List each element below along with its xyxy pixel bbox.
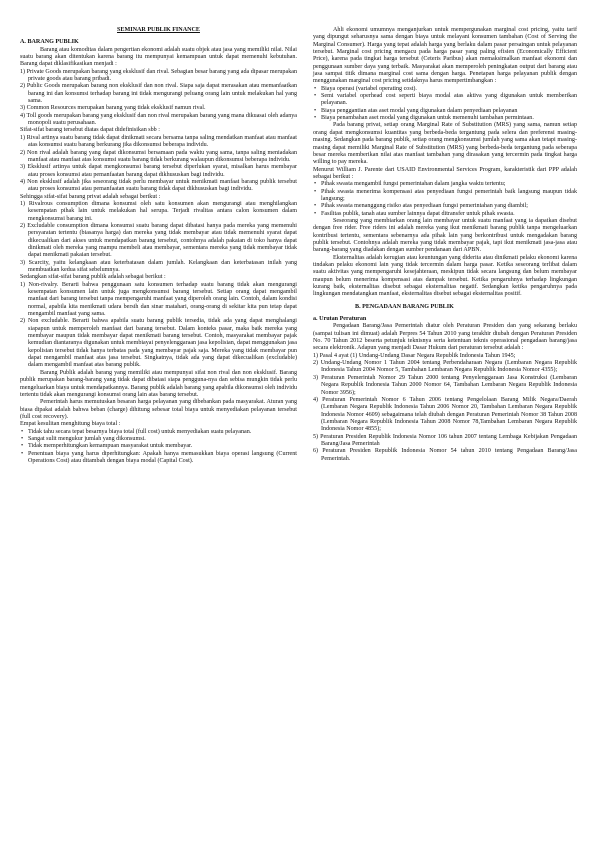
left-paragraph-20: Barang Publik adalah barang yang memiliki atau mempunyai sifat non rival dan non eksklusif. Barang publik merupakan barang-barang yang tidak dapat dibatasi siapa pengguna-nya dan sebisa mungkin tidak perlu mengeluarkan biaya untuk mendapatkannya. Barang publik adalah barang yang apabila dikonsumsi oleh individu tertentu tidak akan mengurangi konsumsi orang lain atas barang tersebut. <box>20 369 297 398</box>
left-paragraph-5: 2) Public Goods merupakan barang non eksklusif dan non rival. Siapa saja dapat merasakan atau memanfaatkan barang ini dan konsumsi terhadap barang ini tidak mengurangi peluang orang lain untuk melakukan hal yang sama. <box>20 83 297 105</box>
right-paragraph-13: Eksternalitas adalah kerugian atau keuntungan yang diderita atau dinikmati pelaku ekonomi karena tindakan pelaku ekonomi lain yang tidak tercermin dalam harga pasar. Ketika seseorang terlibat dalam suatu aktivitas yang mempengaruhi kesejahteraan, meskipun tidak secara langsung dan belum membayar maupun belum menerima kompensasi atas dampak tersebut. Ketika pengaruhnya terhadap lingkungan kurang baik, eksternalitas disebut sebagai eksternalitas negatif. Sedangkan ketika pengaruhnya pada lingkungan mendatangkan manfaat, eksternalitas disebut sebagai eksternalitas positif. <box>313 254 577 298</box>
left-paragraph-13: Sehingga sifat-sifat barang privat adalah sebagai berikut : <box>20 193 161 200</box>
left-paragraph-3: Barang atau komoditas dalam pengertian ekonomi adalah suatu objek atau jasa yang memiliki nilai. Nilai suatu barang akan ditentukan karena barang itu mempunyai kemampuan untuk dapat memenuhi kebutuhan. Barang dapat diklasifikasikan menjadi : <box>20 46 297 68</box>
left-paragraph-4: 1) Private Goods merupakan barang yang eksklusif dan rival. Sebagian besar barang yang ada dipasar merupakan private goods atau barang pribadi. <box>20 68 297 83</box>
left-paragraph-23: • Tidak tahu secara tepat besarnya biaya total (full cost) untuk menyediakan suatu pelayanan. <box>20 429 297 436</box>
left-paragraph-26: • Penentuan biaya yang harus diperhitungkan: Apakah hanya memasukkan biaya operasi langsung (Current Operations Cost) atau ditambah dengan biaya modal (Capital Cost). <box>20 451 297 466</box>
left-paragraph-22: Empat kesulitan menghitung biaya total : <box>20 421 121 428</box>
left-column <box>20 27 297 465</box>
right-paragraph-2: • Biaya operasi (variabel operating cost). <box>313 86 577 93</box>
left-paragraph-21: Pemerintah harus memutuskan besaran harga pelayanan yang dibebankan pada masyarakat. Aturan yang biasa dipakai adalah bahwa beban (charge) dihitung sebesar total biaya untuk menyediakan pelayanan tersebut (full cost recovery). <box>20 399 297 420</box>
right-paragraph-10: • Pihak swasta menanggung risiko atas penyediaan fungsi pemerintahan yang diambil; <box>313 203 577 210</box>
right-paragraph-15: a. Urutan Peraturan <box>313 316 367 323</box>
left-paragraph-8: Sifat-sifat barang tersebut diatas dapat didefinisikan sbb : <box>20 127 160 134</box>
right-paragraph-17: 1) Pasal 4 ayat (1) Undang-Undang Dasar Negara Republik Indonesia Tahun 1945; <box>313 352 516 359</box>
left-paragraph-12: 4) Non eksklusif adalah jika seseorang tidak perlu membayar untuk menikmati manfaat barang publik tersebut atau proses konsumsi atau pemanfaatan suatu barang tidak dapat dikhususkan bagi individu. <box>20 178 297 193</box>
left-paragraph-15: 2) Excludable consumption dimana konsumsi suatu barang dapat dibatasi hanya pada mereka yang memenuhi persyaratan tertentu (biasanya harga) dan mereka yang tidak membayar atau tidak memenuhi syarat dapat dikecualikan dari akses untuk mendapatkan barang tersebut, contohnya adalah pakaian di toko hanya dapat dinikmati oleh mereka yang mampu membeli atau membayar, sementara mereka yang tidak membayar tidak dapat menikmati pakaian tersebut. <box>20 222 297 259</box>
right-paragraph-6: Pada barang privat, setiap orang Marginal Rate of Substitution (MRS) yang sama, namun setiap orang dapat mengkonsumsi kuantitas yang berbeda-beda tergantung pada selera dan preferensi masing-masing. Sedangkan pada barang publik, setiap orang mengkonsumsi jumlah yang sama akan tetapi masing-masing dapat memiliki Marginal Rate of Substitution (MRS) yang berbeda-beda tergantung pada seberapa besar mereka memberikan nilai atas manfaat tambahan yang dirasakan yang tercermin pada tingkat harga willing to pay mereka. <box>313 122 577 166</box>
right-paragraph-22: 6) Peraturan Presiden Republik Indonesia Nomor 54 tahun 2010 tentang Pengadaan Barang/Jasa Pemerintah. <box>313 448 577 462</box>
right-paragraph-21: 5) Peraturan Presiden Republik Indonesia Nomor 106 tahun 2007 tentang Lembaga Kebijakan Pengadaan Barang/Jasa Pemerintah <box>313 433 577 447</box>
left-paragraph-18: 1) Non-rivalry. Berarti bahwa penggunaan satu konsumen terhadap suatu barang tidak akan mengurangi kesempatan konsumen lain untuk juga mengkonsumsi barang tersebut. Setiap orang dapat mengambil manfaat dari barang tersebut tanpa mempengaruhi manfaat yang diperoleh orang lain. Contoh, dalam kondisi normal, apabila kita menikmati udara bersih dan sinar matahari, orang-orang di sekitar kita pun tetap dapat mengambil manfaat yang sama. <box>20 281 297 318</box>
left-paragraph-25: • Tidak memperhitungkan kemampuan masyarakat untuk membayar. <box>20 443 297 450</box>
right-paragraph-14: B. PENGADAAN BARANG PUBLIK <box>355 303 454 310</box>
right-paragraph-9: • Pihak swasta menerima kompensasi atas penyediaan fungsi pemerintah baik langsung maupun tidak langsung; <box>313 189 577 204</box>
left-paragraph-2: A. BARANG PUBLIK <box>20 39 79 46</box>
left-paragraph-6: 3) Common Resources merupakan barang yang tidak eksklusif namun rival. <box>20 105 206 112</box>
right-paragraph-16: Pengadaan Barang/Jasa Pemerintah diatur oleh Peraturan Presiden dan yang sekarang berlaku (sampai tulisan ini dimuat) adalah Perpres 54 Tahun 2010 yang terakhir diubah dengan Peraturan Presiden No. 70 Tahun 2012 beserta petunjuk teknisnya serta ketentuan teknis operasional pengadaan barang/jasa secara elektronik. Adapun yang menjadi Dasar Hukum dari peraturan tersebut adalah : <box>313 323 577 352</box>
right-paragraph-7: Menurut William J. Parente dari USAID Environmental Services Program, karakteristik dari PPP adalah sebagai berikut : <box>313 166 577 180</box>
left-paragraph-19: 2) Non excludable. Berarti bahwa apabila suatu barang publik tersedia, tidak ada yang dapat menghalangi siapapun untuk memperoleh manfaat dari barang tersebut. Dalam konteks pasar, maka baik mereka yang membayar maupun tidak membayar dapat menikmati barang tersebut. Contoh, masyarakat membayar pajak kemudian diantaranya digunakan untuk membiayai penyelenggaraan jasa kepolisian, dapat menggunakan jasa kepolisian tersebut tidak hanya terbatas pada yang membayar pajak saja. Mereka yang tidak membayar pun dapat mengambil manfaat atas jasa tersebut. Singkatnya, tidak ada yang dapat dikecualikan (excludable) dalam mengambil manfaat atas barang publik. <box>20 318 297 369</box>
right-paragraph-3: • Semi variabel operhead cost seperti biaya modal atas aktiva yang digunakan untuk memberikan pelayanan. <box>313 93 577 108</box>
left-paragraph-10: 2) Non rival adalah barang yang dapat dikonsumsi bersamaan pada waktu yang sama, tanpa saling meniadakan manfaat atau manfaat atas konsumsi suatu barang tidak berkurang walaupun dikonsumsi beberapa individu. <box>20 149 297 163</box>
right-paragraph-18: 2) Undang-Undang Nomor 1 Tahun 2004 tentang Perbendaharaan Negara (Lembaran Negara Republik Indonesia Tahun 2004 Nomor 5, Tambahan Lembaran Negara Republik Indonesia Nomor 4355); <box>313 360 577 374</box>
right-paragraph-19: 3) Peraturan Pemerintah Nomor 29 Tahun 2000 tentang Penyelenggaraan Jasa Konstruksi (Lembaran Negara Republik Indonesia Tahun 2000 Nomor 64, Tambahan Lembaran Negara Republik Indonesia Nomor 3956); <box>313 374 577 396</box>
left-paragraph-14: 1) Rivalrous consumption dimana konsumsi oleh satu konsumen akan mengurangi atau menghilangkan kesempatan pihak lain untuk melakukan hal serupa. Terjadi rivalitas antara calon konsumen dalam mengkonsumsi barang ini. <box>20 200 297 222</box>
right-paragraph-11: • Fasilitas publik, tanah atau sumber lainnya dapat ditransfer untuk pihak swasta. <box>313 211 577 218</box>
left-paragraph-17: Sedangkan sifat-sifat barang publik adalah sebagai berikut : <box>20 274 166 281</box>
left-paragraph-11: 3) Eksklusif artinya untuk dapat mengkonsumsi barang tersebut diperlukan syarat, misalkan harus membayar atau proses konsumsi atau pemanfaatan barang dapat dikhususkan bagi individu. <box>20 164 297 178</box>
left-paragraph-16: 3) Scarcity, yaitu kelangkaan atau keterbatasan dalam jumlah. Kelangkaan dan keterbatasan inilah yang membuatkan kedua sifat sebelumnya. <box>20 259 297 273</box>
right-paragraph-1: Ahli ekonomi umumnya menganjurkan untuk mempergunakan marginal cost pricing, yaitu tarif yang dipungut seharusnya sama dengan biaya untuk melayani konsumen tambahan (Cost of Serving the Marginal Consumer). Harga yang tepat adalah harga yang berlaku dalam pasar persaingan untuk pelayanan tersebut. Marginal cost pricing mengacu pada harga pasar yang paling efisien (Economically Efficient Price), karena pada tingkat harga tersebut (Ceteris Paribus) akan memaksimalkan manfaat ekonomi dan penggunaan sumber daya yang terbaik. Masyarakat akan memperoleh peningkatan output dari barang atau jasa sampai titik dimana marginal cost sama dengan harga. Penetapan harga pelayanan publik dengan menggunakan marginal cost pricing setidaknya harus mempertimbangkan : <box>313 27 577 85</box>
right-paragraph-12: Seseorang yang membiarkan orang lain membayar untuk suatu manfaat yang ia dapatkan disebut dengan free rider. Free riders ini adalah mereka yang ikut menikmati barang publik tanpa mengeluarkan kontribusi tertentu, sementara sebenarnya ada pihak lain yang berkontribusi untuk mengadakan barang publik tersebut. Contohnya adalah mereka yang tidak membayar pajak, tapi ikut menikmati jasa-jasa atau barang-barang yang diadakan dengan sumber pendanaan dari APBN. <box>313 217 577 254</box>
left-paragraph-9: 1) Rival artinya suatu barang tidak dapat dinikmati secara bersama tanpa saling mendatkan manfaat atau manfaat atas konsumsi suatu barang berkurang jika dikonsumsi beberapa individu. <box>20 134 297 149</box>
left-paragraph-1: SEMINAR PUBLIK FINANCE <box>117 27 200 33</box>
right-paragraph-4: • Biaya penggantian atas aset modal yang digunakan dalam penyediaan pelayanan <box>313 108 577 115</box>
left-paragraph-24: • Sangat sulit mengukur jumlah yang dikonsumsi. <box>20 436 297 443</box>
left-paragraph-7: 4) Toll goods merupakan barang yang eksklusif dan non rival merupakan barang yang mana dikuasai oleh adanya monopoli suatu perusahaan. <box>20 112 297 127</box>
right-paragraph-5: • Biaya penambahan aset modal yang digunakan untuk memenuhi tambahan permintaan. <box>313 115 577 122</box>
right-paragraph-20: 4) Peraturan Pemerintah Nomor 6 Tahun 2006 tentang Pengelolaan Barang Milik Negara/Daerah (Lembaran Negara Republik Indonesia Tahun 2006 Nomor 20, Tambahan Lembaran Negara Republik Indonesia Nomor 4609) sebagaimana telah diubah dengan Peraturan Pemerintah Nomor 38 Tahun 2008 (Lembaran Negara Republik Indonesia Tahun 2008 Nomor 78,Tambahan Lembaran Negara Republik Indonesia Nomor 4855); <box>313 396 577 433</box>
right-paragraph-8: • Pihak swasta mengambil fungsi pemerintahan dalam jangka waktu tertentu; <box>313 181 577 188</box>
right-column <box>313 27 577 463</box>
